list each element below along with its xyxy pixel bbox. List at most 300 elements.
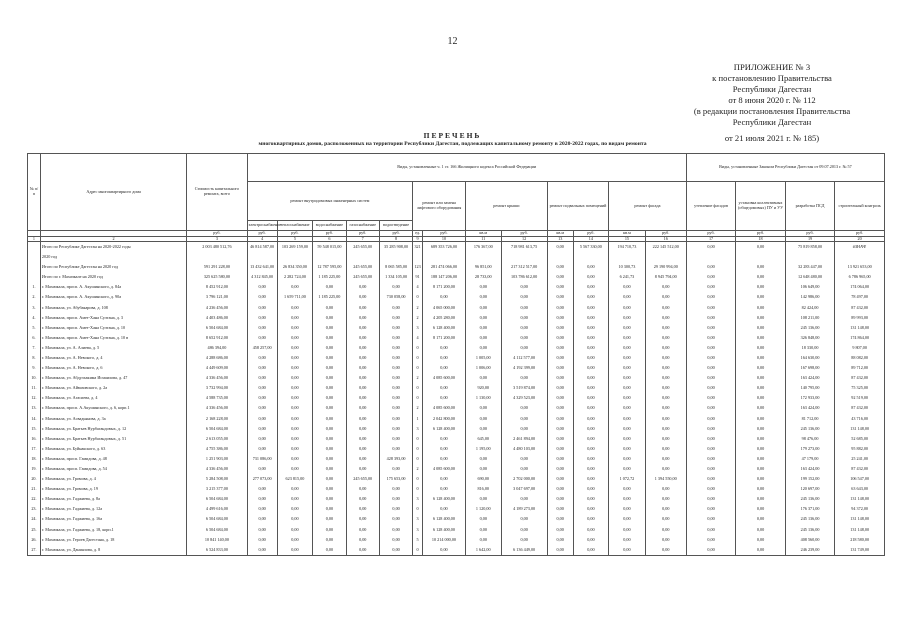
unit-cell: руб. — [835, 231, 885, 237]
row-value: 0,00 — [247, 414, 277, 424]
row-value: 0 — [413, 474, 423, 484]
row-value: 0,00 — [686, 283, 736, 293]
row-value: 0,00 — [379, 535, 412, 545]
row-value: 0 — [413, 505, 423, 515]
row-value: 6 136 449,00 — [501, 545, 547, 556]
row-value: 0,00 — [313, 333, 346, 343]
row-value: 2 613 055,00 — [187, 434, 247, 444]
column-number: 5 — [277, 236, 313, 242]
row-value: 816,00 — [465, 484, 501, 494]
row-value: 0,00 — [547, 262, 573, 272]
row-address: г. Махачкала, ул. Героев Дагестана, д. 18 — [40, 535, 186, 545]
row-value: 6 504 684,00 — [187, 323, 247, 333]
row-value: 174 064,00 — [835, 283, 885, 293]
row-value: 0,00 — [686, 414, 736, 424]
row-value: 78 497,00 — [835, 293, 885, 303]
column-number: 1 — [28, 236, 41, 242]
row-value: 0,00 — [422, 394, 465, 404]
row-number: 12. — [28, 394, 41, 404]
row-value: 2 — [413, 404, 423, 414]
row-value: 623 815,00 — [277, 474, 313, 484]
row-value: 0,00 — [379, 495, 412, 505]
row-value: 0,00 — [736, 283, 786, 293]
row-value: 0,00 — [247, 444, 277, 454]
row-value: 0,00 — [501, 464, 547, 474]
row-value: 4 189 273,00 — [501, 505, 547, 515]
row-value: 0,00 — [277, 464, 313, 474]
row-value: 0,00 — [645, 424, 686, 434]
row-value: 0,00 — [609, 394, 646, 404]
row-value: 0,00 — [736, 434, 786, 444]
row-value: 0,00 — [277, 373, 313, 383]
row-value: 106 547,00 — [835, 474, 885, 484]
row-value: 245 655,00 — [346, 474, 379, 484]
row-value: 0,00 — [609, 363, 646, 373]
row-value: 0,00 — [736, 444, 786, 454]
row-value: 0,00 — [736, 303, 786, 313]
row-value: 0,00 — [686, 384, 736, 394]
row-value: 0,00 — [346, 384, 379, 394]
row-value: 0,00 — [609, 404, 646, 414]
row-value: 103 269 159,00 — [277, 242, 313, 253]
row-value: 0,00 — [645, 323, 686, 333]
appendix-line: от 21 июля 2021 г. № 185) — [724, 133, 820, 143]
row-value: 0,00 — [422, 343, 465, 353]
row-number: 7. — [28, 343, 41, 353]
row-value: 0 — [413, 293, 423, 303]
header-psd: разработка ПСД — [785, 182, 835, 231]
row-value: 0,00 — [736, 525, 786, 535]
row-value: 0,00 — [465, 373, 501, 383]
row-value: 4 588 735,00 — [187, 394, 247, 404]
row-value: 0,00 — [465, 303, 501, 313]
row-value: 0,00 — [422, 484, 465, 494]
row-value: 0,00 — [547, 434, 573, 444]
row-value: 718 981 613,75 — [501, 242, 547, 253]
row-value: 0,00 — [247, 373, 277, 383]
row-value: 408 560,00 — [785, 535, 835, 545]
header-group-regional: Виды, установленные Законом Республики Дагестан от 09.07.2013 г. № 57 — [686, 154, 884, 182]
row-value: 2 003 480 512,76 — [187, 242, 247, 253]
row-value: 32 283 447,00 — [785, 262, 835, 272]
table-row — [28, 313, 885, 323]
header-sub-heat: теплоснабжение — [277, 221, 313, 231]
row-value: 6 786 965,00 — [835, 273, 885, 283]
row-value: 0,00 — [736, 474, 786, 484]
row-value: 0,00 — [379, 394, 412, 404]
row-value: 0,00 — [379, 353, 412, 363]
row-value: 179 273,00 — [785, 444, 835, 454]
row-value: 3 215 377,00 — [187, 484, 247, 494]
row-value: 0,00 — [547, 283, 573, 293]
row-value: 6 128 400,00 — [422, 424, 465, 434]
row-value: 4 085 600,00 — [422, 464, 465, 474]
row-value: 0,00 — [573, 394, 609, 404]
row-value: 245 655,00 — [346, 242, 379, 253]
row-value: 0,00 — [686, 495, 736, 505]
row-value: 4 403 486,00 — [187, 313, 247, 323]
column-number: 3 — [187, 236, 247, 242]
row-value: 0,00 — [573, 303, 609, 313]
row-value: 0,00 — [346, 525, 379, 535]
row-value: 645,00 — [465, 434, 501, 444]
row-value: 0,00 — [736, 515, 786, 525]
row-value — [547, 252, 573, 262]
row-value — [413, 252, 423, 262]
row-value: 13 432 641,00 — [247, 262, 277, 272]
row-value: 0,00 — [736, 495, 786, 505]
unit-cell: руб. — [346, 231, 379, 237]
row-value: 0,00 — [573, 273, 609, 283]
row-value: 325 625 580,00 — [187, 273, 247, 283]
row-value: 0,00 — [736, 323, 786, 333]
row-value: 0,00 — [645, 303, 686, 313]
row-value: 0,00 — [573, 262, 609, 272]
row-value: 0,00 — [313, 303, 346, 313]
row-value: 0,00 — [346, 293, 379, 303]
row-value: 0,00 — [247, 353, 277, 363]
row-value: 12 787 595,00 — [313, 262, 346, 272]
row-value: 0,00 — [573, 313, 609, 323]
row-value: 3 — [413, 525, 423, 535]
row-value: 0,00 — [686, 273, 736, 283]
row-value: 0,00 — [346, 454, 379, 464]
row-number: 2. — [28, 293, 41, 303]
column-number: 6 — [313, 236, 346, 242]
row-value: 0,00 — [686, 343, 736, 353]
row-value: 0,00 — [736, 343, 786, 353]
row-value: 1 659 711,00 — [277, 293, 313, 303]
row-value: 8 652 912,00 — [187, 333, 247, 343]
row-value: 0,00 — [247, 495, 277, 505]
row-value: 0,00 — [313, 474, 346, 484]
row-value: 0,00 — [422, 454, 465, 464]
repair-table — [27, 153, 885, 556]
row-value: 75 325,00 — [835, 384, 885, 394]
row-value: 0,00 — [379, 333, 412, 343]
row-value: 0,00 — [686, 535, 736, 545]
row-value: 0,00 — [313, 353, 346, 363]
row-value: 0,00 — [465, 515, 501, 525]
column-number: 12 — [501, 236, 547, 242]
row-value: 0,00 — [547, 495, 573, 505]
row-value: 0,00 — [277, 404, 313, 414]
row-value: 0,00 — [277, 394, 313, 404]
row-value: 131 749,00 — [835, 545, 885, 556]
row-value: 0,00 — [573, 343, 609, 353]
row-number: 26. — [28, 535, 41, 545]
row-value — [422, 252, 465, 262]
row-value: 731 086,00 — [247, 454, 277, 464]
row-number: 5. — [28, 323, 41, 333]
row-value: 0,00 — [645, 434, 686, 444]
row-value: 0,00 — [346, 545, 379, 556]
row-value: 321 — [413, 242, 423, 253]
row-address: г. Махачкала, просп. Амет-Хана Султана, д. 3 — [40, 313, 186, 323]
row-value: 0,00 — [313, 434, 346, 444]
row-value: 0,00 — [247, 293, 277, 303]
row-value: 0,00 — [465, 495, 501, 505]
row-address: г. Махачкала, ул. Братьев Нурбагандовых, д. 51 — [40, 434, 186, 444]
row-value: 0,00 — [247, 505, 277, 515]
row-value: 0,00 — [379, 323, 412, 333]
row-value: 1 005,00 — [465, 353, 501, 363]
row-value: 0,00 — [609, 464, 646, 474]
row-value: 0 — [413, 434, 423, 444]
row-number — [28, 252, 41, 262]
table-row — [28, 343, 885, 353]
row-value — [736, 252, 786, 262]
row-value: 0,00 — [609, 313, 646, 323]
row-value: 87 432,00 — [835, 404, 885, 414]
row-value — [609, 252, 646, 262]
row-value: 0,00 — [247, 545, 277, 556]
row-value: 0,00 — [736, 464, 786, 474]
row-value: 0,00 — [346, 414, 379, 424]
row-value: 4 — [413, 283, 423, 293]
row-value: 0,00 — [379, 303, 412, 313]
table-row — [28, 545, 885, 556]
row-value: 3 — [413, 515, 423, 525]
row-value: 0,00 — [313, 515, 346, 525]
row-value: 0,00 — [686, 262, 736, 272]
row-value: 0,00 — [645, 495, 686, 505]
row-value: 0,00 — [277, 424, 313, 434]
column-number: 13 — [547, 236, 573, 242]
table-row — [28, 505, 885, 515]
row-value: 0,00 — [547, 323, 573, 333]
row-value: 35 285 908,00 — [379, 242, 412, 253]
row-value: 245 136,00 — [785, 424, 835, 434]
column-number: 18 — [736, 236, 786, 242]
row-value: 0,00 — [547, 484, 573, 494]
row-value: 0,00 — [609, 353, 646, 363]
row-number: 14. — [28, 414, 41, 424]
row-value: 0,00 — [277, 283, 313, 293]
row-value: 0,00 — [346, 424, 379, 434]
row-value: 4 336 456,00 — [187, 373, 247, 383]
row-value: 18 330,00 — [785, 343, 835, 353]
row-value: 245 655,00 — [346, 262, 379, 272]
unit-cell: руб. — [645, 231, 686, 237]
row-value: 0,00 — [346, 515, 379, 525]
row-value: 63 643,00 — [835, 484, 885, 494]
row-value: 4 480 103,00 — [501, 444, 547, 454]
row-value: 0,00 — [686, 454, 736, 464]
row-value: 163 424,00 — [785, 373, 835, 383]
row-value: 0,00 — [313, 404, 346, 414]
row-value: 0,00 — [686, 293, 736, 303]
row-value: 0,00 — [547, 505, 573, 515]
row-value: 1 394 550,00 — [645, 474, 686, 484]
row-value: 0,00 — [277, 484, 313, 494]
row-value: 0,00 — [547, 464, 573, 474]
table-row — [28, 353, 885, 363]
table-row — [28, 273, 885, 283]
row-value: 0,00 — [313, 343, 346, 353]
table-row — [28, 474, 885, 484]
row-value: 0,00 — [547, 454, 573, 464]
row-value: 163 424,00 — [785, 464, 835, 474]
row-value: 0,00 — [501, 495, 547, 505]
row-value: 3 047 697,00 — [501, 484, 547, 494]
row-number: 6. — [28, 333, 41, 343]
row-value: 1 334 105,00 — [379, 273, 412, 283]
row-value: 0,00 — [686, 363, 736, 373]
row-value: 0,00 — [573, 384, 609, 394]
row-address: г. Махачкала, просп. Гамидова, д. 48 — [40, 454, 186, 464]
row-value: 6 524 833,00 — [187, 545, 247, 556]
row-value: 0,00 — [379, 545, 412, 556]
table-row — [28, 283, 885, 293]
row-value: 176 371,00 — [785, 505, 835, 515]
table-row — [28, 515, 885, 525]
unit-cell: кв.м — [465, 231, 501, 237]
row-value: 75 819 858,00 — [785, 242, 835, 253]
row-value: 25 241,00 — [835, 454, 885, 464]
row-value: 0,00 — [645, 454, 686, 464]
row-value: 0,00 — [247, 404, 277, 414]
row-value: 82 424,00 — [785, 303, 835, 313]
row-address: г. Махачкала, ул. Буйнакского, д. 63 — [40, 444, 186, 454]
row-value: 245 136,00 — [785, 525, 835, 535]
header-sub-power: электроснабжение — [247, 221, 277, 231]
row-value: 0,00 — [736, 535, 786, 545]
header-cost: Стоимость капитального ремонта, всего — [187, 154, 247, 231]
row-address: г. Махачкала, ул. Гаджиева, д. 18, корп.1 — [40, 525, 186, 535]
row-value: 0,00 — [609, 303, 646, 313]
row-value: 0,00 — [573, 505, 609, 515]
row-number: 9. — [28, 363, 41, 373]
table-row — [28, 242, 885, 253]
column-number: 7 — [346, 236, 379, 242]
row-value: 0,00 — [645, 333, 686, 343]
row-address: г. Махачкала, ул. Громова, д. 19 — [40, 484, 186, 494]
row-value: 0,00 — [422, 545, 465, 556]
row-value: 0,00 — [645, 363, 686, 373]
row-value: 0,00 — [736, 505, 786, 515]
row-value: 0,00 — [277, 434, 313, 444]
row-value: 0,00 — [346, 394, 379, 404]
appendix-line: ПРИЛОЖЕНИЕ № 3 — [733, 62, 811, 72]
page-number: 12 — [447, 36, 458, 47]
row-value: 2 461 894,00 — [501, 434, 547, 444]
row-number: 19. — [28, 464, 41, 474]
row-value: 0,00 — [547, 414, 573, 424]
row-value — [686, 252, 736, 262]
row-value: 0,00 — [501, 454, 547, 464]
row-value: 89 993,00 — [835, 313, 885, 323]
row-value: 0,00 — [422, 474, 465, 484]
column-number: 2 — [40, 236, 186, 242]
row-value: 0,00 — [465, 313, 501, 323]
column-number: 8 — [379, 236, 412, 242]
row-address: г. Махачкала, просп. А. Акушинского, д. 90а — [40, 293, 186, 303]
row-value: 0,00 — [465, 283, 501, 293]
row-value: 0,00 — [547, 444, 573, 454]
row-value: 0,00 — [686, 242, 736, 253]
row-value: 103 786 612,00 — [501, 273, 547, 283]
row-value: 0,00 — [346, 303, 379, 313]
unit-cell: руб. — [573, 231, 609, 237]
row-value: 0,00 — [573, 434, 609, 444]
row-address: г. Махачкала, ул. Гаджиева, д. 8а — [40, 495, 186, 505]
row-value: 0,00 — [686, 394, 736, 404]
row-value: 0,00 — [379, 525, 412, 535]
row-value: 0,00 — [465, 414, 501, 424]
row-value: 0,00 — [547, 384, 573, 394]
row-value: 0,00 — [313, 535, 346, 545]
row-value: 0,00 — [609, 424, 646, 434]
row-value: 3 519 874,00 — [501, 384, 547, 394]
row-value: 5 — [413, 535, 423, 545]
row-value: 0,00 — [313, 394, 346, 404]
row-value: 0,00 — [247, 323, 277, 333]
table-body — [28, 242, 885, 556]
row-value: 0,00 — [313, 505, 346, 515]
row-value: 486 394,00 — [187, 343, 247, 353]
row-value: 0,00 — [736, 394, 786, 404]
row-value: 3 — [413, 323, 423, 333]
header-facade: ремонт фасада — [609, 182, 687, 231]
row-value: 0,00 — [686, 464, 736, 474]
unit-cell: руб. — [501, 231, 547, 237]
row-value: 0,00 — [736, 273, 786, 283]
row-value: 0,00 — [547, 373, 573, 383]
column-number: 4 — [247, 236, 277, 242]
header-sub-sewer: водоотведение — [379, 221, 412, 231]
row-value: 0,00 — [346, 283, 379, 293]
row-value: 0,00 — [736, 363, 786, 373]
row-value: 172 933,00 — [785, 394, 835, 404]
row-value: 0,00 — [501, 373, 547, 383]
row-number: 1. — [28, 283, 41, 293]
row-value — [573, 252, 609, 262]
row-value: 59 548 015,00 — [313, 242, 346, 253]
table-row — [28, 323, 885, 333]
row-value — [187, 252, 247, 262]
table-row — [28, 444, 885, 454]
row-number: 17. — [28, 444, 41, 454]
document-title: ПЕРЕЧЕНЬ — [423, 131, 482, 140]
row-value: 194 710,73 — [609, 242, 646, 253]
row-value: 0,00 — [277, 444, 313, 454]
row-number: 10. — [28, 373, 41, 383]
row-value: 0,00 — [277, 333, 313, 343]
row-address: 2020 год — [40, 252, 186, 262]
row-value: 0,00 — [645, 484, 686, 494]
row-value: 0,00 — [573, 414, 609, 424]
unit-cell: руб. — [247, 231, 277, 237]
header-control: строительный контроль — [835, 182, 885, 231]
row-address: г. Махачкала, просп. А.Акушинского, д. 6, корп.1 — [40, 404, 186, 414]
row-value: 0,00 — [547, 333, 573, 343]
row-value: 0,00 — [686, 404, 736, 414]
row-value: 0,00 — [573, 515, 609, 525]
row-value: 0,00 — [277, 495, 313, 505]
row-value: 52 685,00 — [835, 434, 885, 444]
column-number: 14 — [573, 236, 609, 242]
header-group-federal: Виды, установленные ч. 1 ст. 166 Жилищного кодекса Российской Федерации — [247, 154, 686, 182]
row-value: 0,00 — [686, 515, 736, 525]
row-value: 4 288 686,00 — [187, 353, 247, 363]
row-value: 8 065 585,00 — [379, 262, 412, 272]
row-value: 0,00 — [686, 353, 736, 363]
row-value: 0,00 — [645, 384, 686, 394]
table-row — [28, 414, 885, 424]
row-value: 0,00 — [277, 505, 313, 515]
row-value: 0,00 — [346, 495, 379, 505]
